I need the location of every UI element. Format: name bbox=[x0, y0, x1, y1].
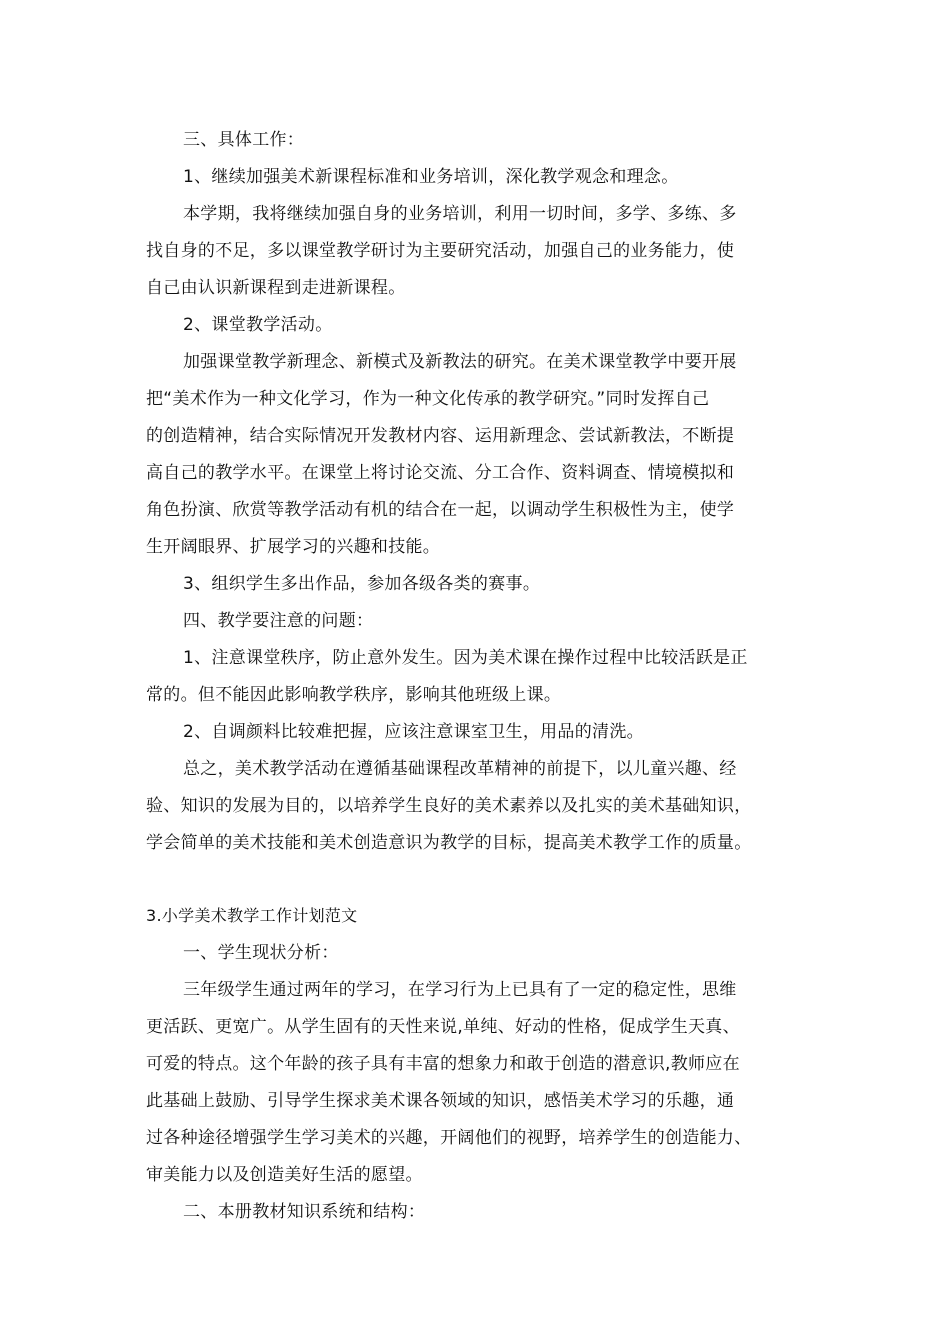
paragraph-line: 三年级学生通过两年的学习，在学习行为上已具有了一定的稳定性，思维 bbox=[183, 980, 737, 1000]
section-heading: 四、教学要注意的问题： bbox=[183, 611, 374, 631]
paragraph-line: 本学期，我将继续加强自身的业务培训，利用一切时间，多学、多练、多 bbox=[183, 204, 737, 224]
paragraph-line: 角色扮演、欣赏等教学活动有机的结合在一起，以调动学生积极性为主，使学 bbox=[146, 500, 735, 520]
paragraph-line: 的创造精神，结合实际情况开发教材内容、运用新理念、尝试新教法，不断提 bbox=[146, 426, 735, 446]
list-item: 3、组织学生多出作品，参加各级各类的赛事。 bbox=[183, 574, 541, 594]
paragraph-line: 找自身的不足，多以课堂教学研讨为主要研究活动，加强自己的业务能力，使 bbox=[146, 241, 735, 261]
paragraph-line: 验、知识的发展为目的，以培养学生良好的美术素养以及扎实的美术基础知识， bbox=[146, 796, 752, 816]
paragraph-line: 可爱的特点。这个年龄的孩子具有丰富的想象力和敢于创造的潜意识,教师应在 bbox=[146, 1054, 740, 1074]
paragraph-line: 加强课堂教学新理念、新模式及新教法的研究。在美术课堂教学中要开展 bbox=[183, 352, 737, 372]
paragraph-line: 更活跃、更宽广。从学生固有的天性来说,单纯、好动的性格，促成学生天真、 bbox=[146, 1017, 740, 1037]
paragraph-line: 1、注意课堂秩序，防止意外发生。因为美术课在操作过程中比较活跃是正 bbox=[183, 648, 748, 668]
section-heading: 一、学生现状分析： bbox=[183, 943, 339, 963]
paragraph-line: 总之，美术教学活动在遵循基础课程改革精神的前提下，以儿童兴趣、经 bbox=[183, 759, 737, 779]
list-item: 1、继续加强美术新课程标准和业务培训，深化教学观念和理念。 bbox=[183, 167, 679, 187]
paragraph-line: 学会简单的美术技能和美术创造意识为教学的目标，提高美术教学工作的质量。 bbox=[146, 833, 752, 853]
section-heading: 三、具体工作： bbox=[183, 130, 305, 150]
paragraph-line: 过各种途径增强学生学习美术的兴趣，开阔他们的视野，培养学生的创造能力、 bbox=[146, 1128, 752, 1148]
section-heading: 二、本册教材知识系统和结构： bbox=[183, 1202, 426, 1222]
paragraph-line: 高自己的教学水平。在课堂上将讨论交流、分工合作、资料调查、情境模拟和 bbox=[146, 463, 735, 483]
paragraph-line: 生开阔眼界、扩展学习的兴趣和技能。 bbox=[146, 537, 441, 557]
paragraph-line: 常的。但不能因此影响教学秩序，影响其他班级上课。 bbox=[146, 685, 562, 705]
list-item: 2、课堂教学活动。 bbox=[183, 315, 333, 335]
paragraph-line: 把“美术作为一种文化学习，作为一种文化传承的教学研究。”同时发挥自己 bbox=[146, 389, 710, 409]
paragraph-line: 审美能力以及创造美好生活的愿望。 bbox=[146, 1165, 423, 1185]
paragraph-line: 自己由认识新课程到走进新课程。 bbox=[146, 278, 406, 298]
document-section-title: 3.小学美术教学工作计划范文 bbox=[146, 906, 358, 925]
list-item: 2、自调颜料比较难把握，应该注意课室卫生，用品的清洗。 bbox=[183, 722, 644, 742]
paragraph-line: 此基础上鼓励、引导学生探求美术课各领域的知识，感悟美术学习的乐趣，通 bbox=[146, 1091, 735, 1111]
